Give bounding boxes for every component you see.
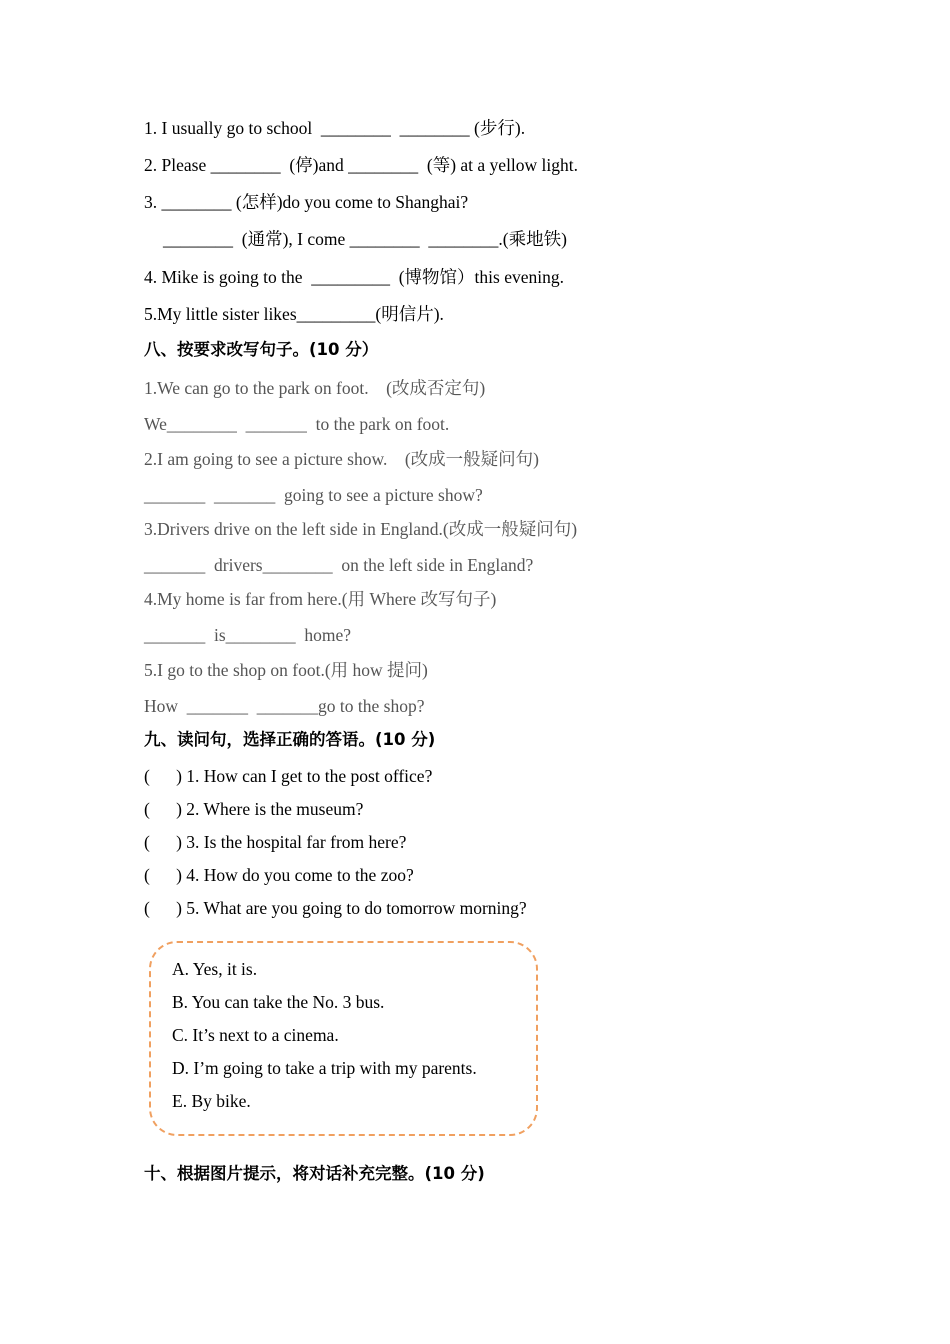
option-c: C. It’s next to a cinema. (172, 1025, 339, 1045)
section-8-a4: _______ is________ home? (144, 625, 352, 645)
fill-in-line-4: 4. Mike is going to the _________ (博物馆）this evening. (144, 267, 564, 287)
fill-in-line-5: 5.My little sister likes_________(明信片). (144, 304, 444, 324)
section-9-q1: ( ) 1. How can I get to the post office? (144, 766, 433, 786)
section-8-q3: 3.Drivers drive on the left side in England.(改成一般疑问句) (144, 519, 578, 539)
section-8-a2: _______ _______ going to see a picture show? (144, 485, 483, 505)
section-8-a3: _______ drivers________ on the left side in England? (144, 555, 534, 575)
section-8-q5: 5.I go to the shop on foot.(用 how 提问) (144, 660, 428, 680)
section-9-q2: ( ) 2. Where is the museum? (144, 799, 364, 819)
section-8-q4: 4.My home is far from here.(用 Where 改写句子) (144, 589, 497, 609)
section-8-a5: How _______ _______go to the shop? (144, 696, 425, 716)
option-d: D. I’m going to take a trip with my parents. (172, 1058, 477, 1078)
section-8-a1: We________ _______ to the park on foot. (144, 414, 450, 434)
section-9-q5: ( ) 5. What are you going to do tomorrow morning? (144, 898, 527, 918)
section-9-q4: ( ) 4. How do you come to the zoo? (144, 865, 414, 885)
option-e: E. By bike. (172, 1091, 251, 1111)
fill-in-line-3: 3. ________ (怎样)do you come to Shanghai? (144, 192, 469, 212)
section-8-q1: 1.We can go to the park on foot. (改成否定句) (144, 378, 486, 398)
section-8-q2: 2.I am going to see a picture show. (改成一般疑问句) (144, 449, 539, 469)
option-a: A. Yes, it is. (172, 959, 258, 979)
option-b: B. You can take the No. 3 bus. (172, 992, 385, 1012)
section-8-title: 八、按要求改写句子。(10 分） (144, 340, 379, 359)
section-9-q3: ( ) 3. Is the hospital far from here? (144, 832, 407, 852)
fill-in-line-1: 1. I usually go to school ________ ________ (步行). (144, 118, 526, 138)
fill-in-line-3-answer: ________ (通常), I come ________ ________.(乘地铁) (163, 229, 567, 249)
section-10-title: 十、根据图片提示，将对话补充完整。(10 分) (144, 1164, 485, 1183)
section-9-title: 九、读问句，选择正确的答语。(10 分) (144, 730, 436, 749)
fill-in-line-2: 2. Please ________ (停)and ________ (等) at a yellow light. (144, 155, 579, 175)
